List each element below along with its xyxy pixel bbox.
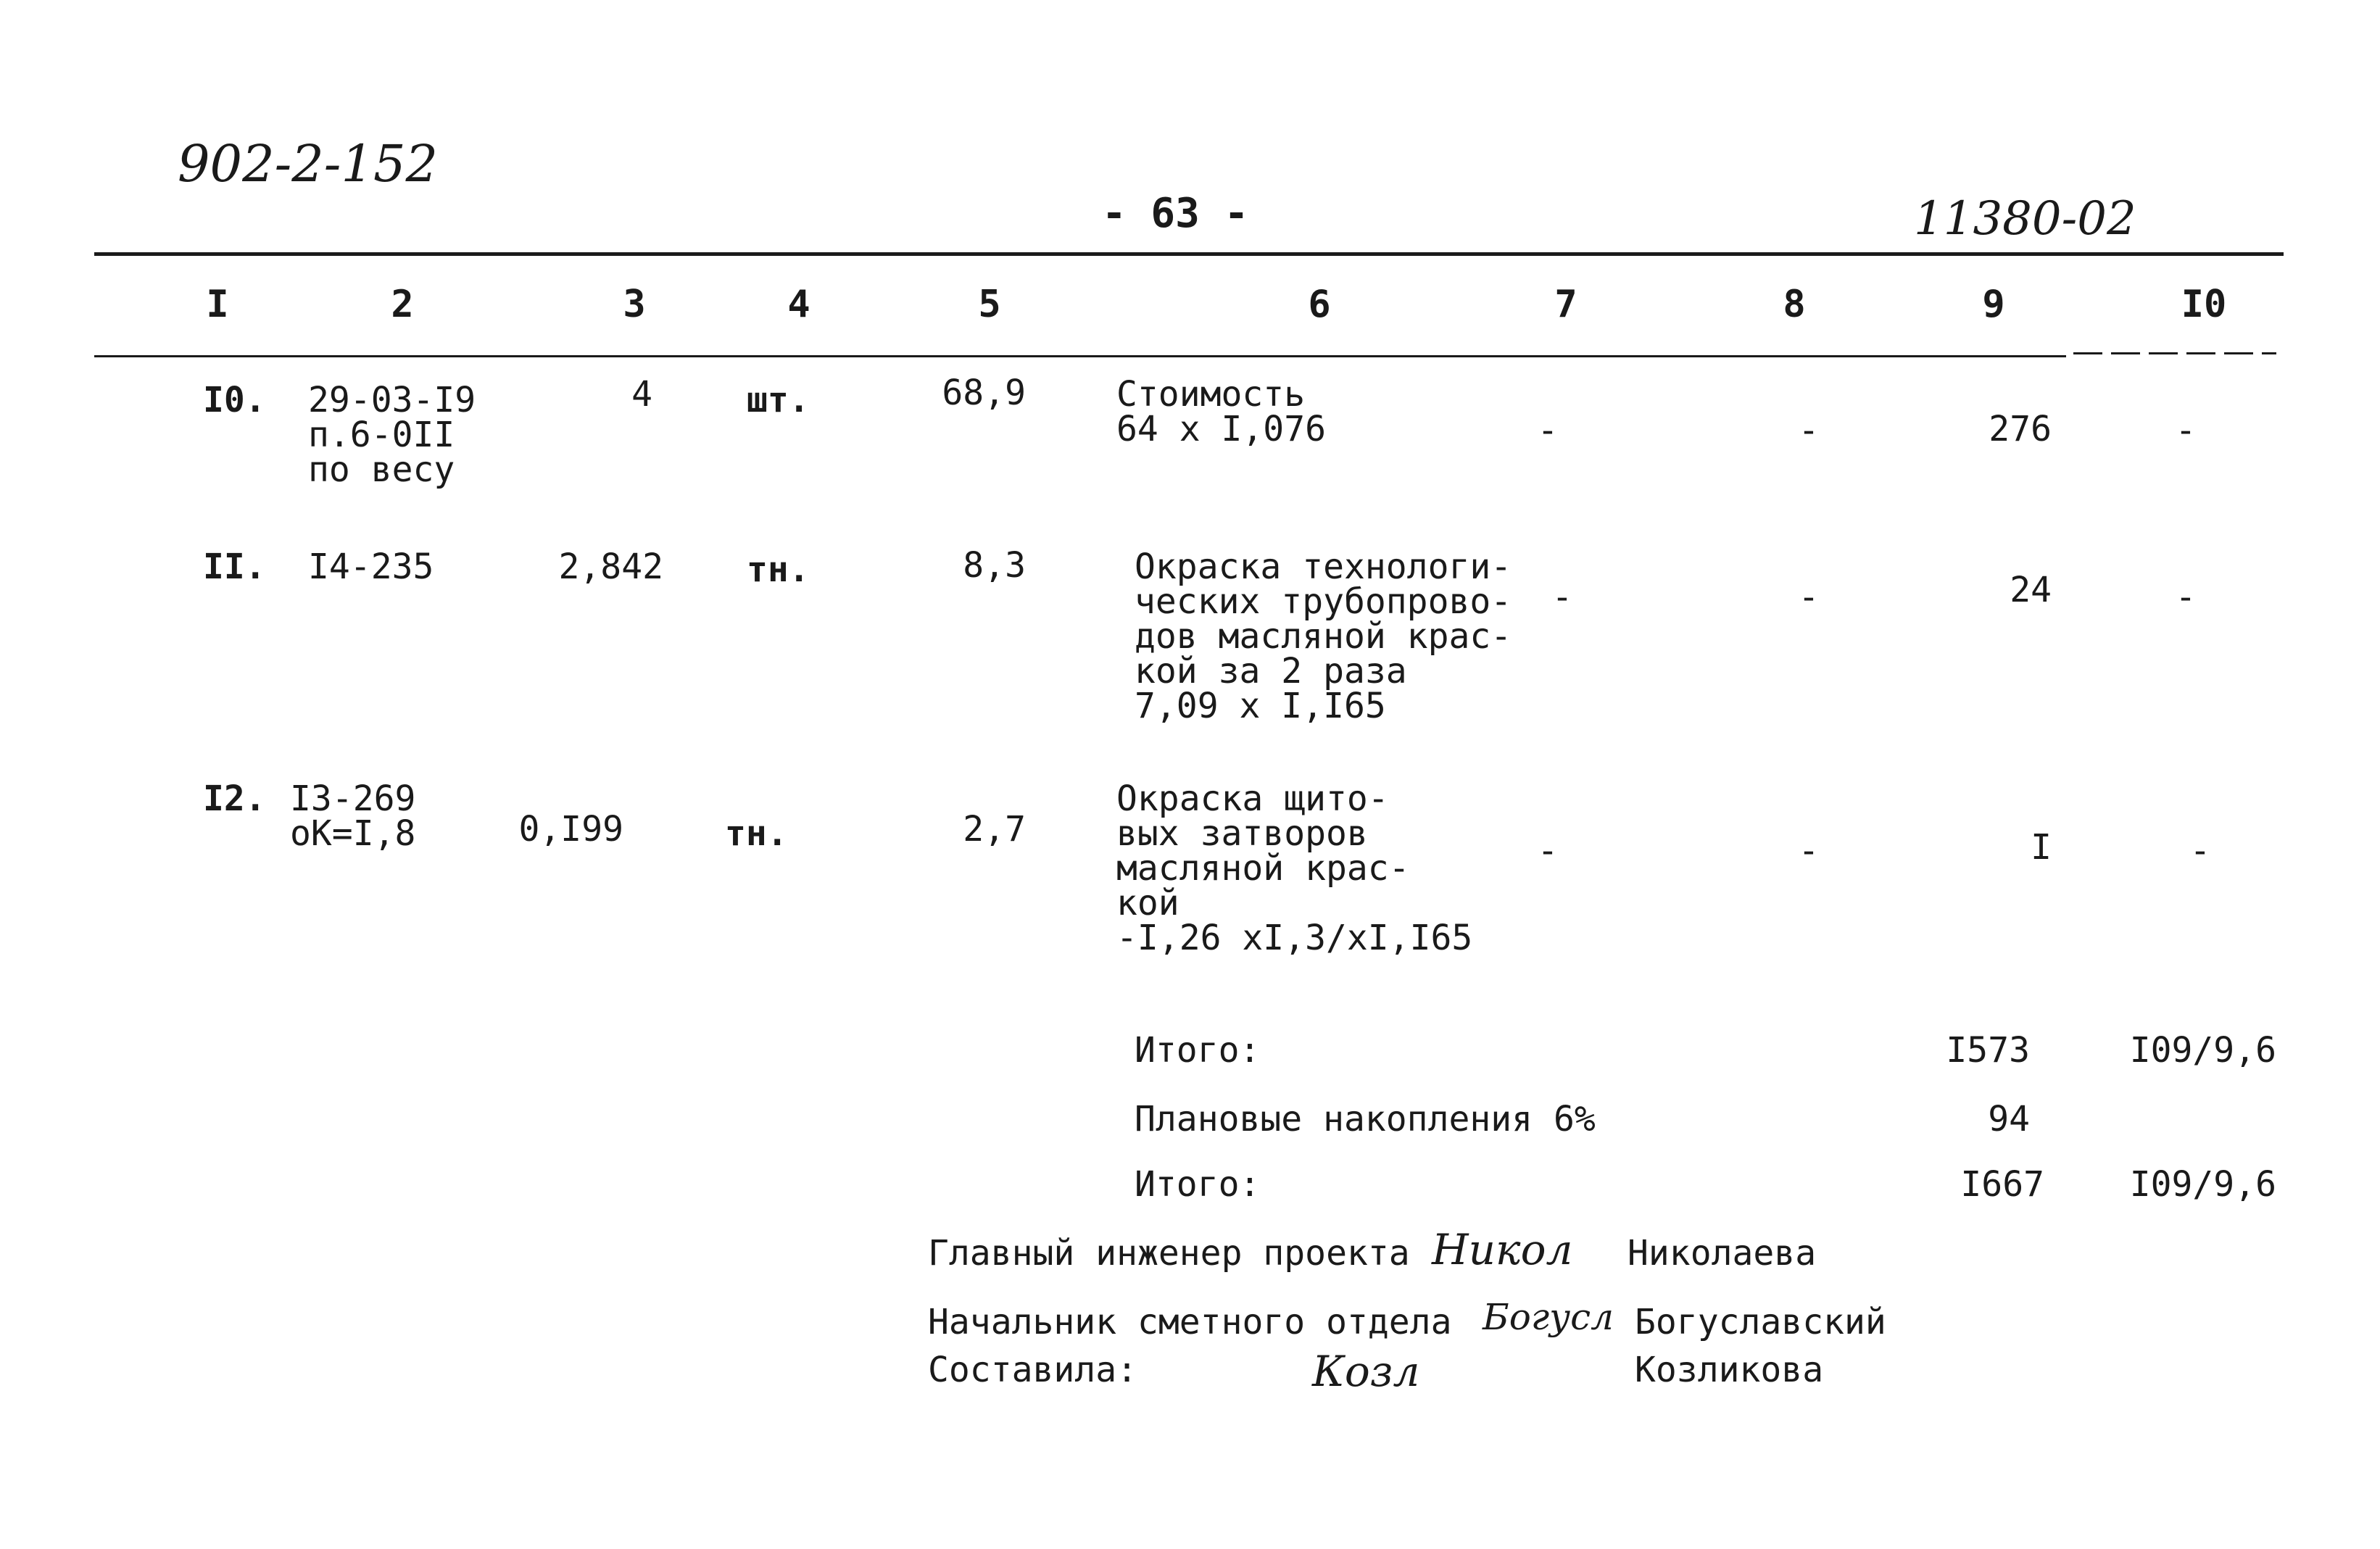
row-col7: - <box>1537 410 1559 451</box>
column-header: 7 <box>1554 283 1577 326</box>
row-col9: 24 <box>2010 570 2052 610</box>
row-number: II. <box>203 547 266 587</box>
column-header: 5 <box>978 283 1001 326</box>
total-label: Итого: <box>1135 1030 1261 1071</box>
row-description: Стоимость 64 х I,076 <box>1116 374 1326 449</box>
row-code: 29-03-I9 п.6-0II по весу <box>308 380 476 490</box>
row-col10: - <box>2175 410 2197 451</box>
row-col9: 276 <box>1989 409 2052 449</box>
row-col10: - <box>2175 577 2197 618</box>
handwritten-signature: Козл <box>1312 1347 1420 1396</box>
header-bottom-rule-dashed <box>2073 352 2276 354</box>
row-unit: тн. <box>725 813 788 854</box>
column-header: 8 <box>1783 283 1806 326</box>
column-header: I0 <box>2181 283 2227 326</box>
column-header: 9 <box>1982 283 2005 326</box>
row-quantity: 2,842 <box>558 547 663 587</box>
signature-role: Составила: <box>928 1350 1137 1390</box>
column-header: 3 <box>623 283 646 326</box>
row-price: 2,7 <box>963 809 1026 850</box>
column-header: I <box>206 283 229 326</box>
grand-total-label: Итого: <box>1135 1164 1261 1205</box>
row-col9: I <box>2031 827 2052 868</box>
planned-savings-col9: 94 <box>1988 1099 2030 1139</box>
row-col8: - <box>1798 577 1820 618</box>
signature-name: Богуславский <box>1635 1302 1886 1342</box>
row-unit: тн. <box>747 549 810 590</box>
row-description: Окраска технологи- ческих трубопрово- дов масляной крас- кой за 2 раза 7,09 х I,I65 <box>1135 547 1512 726</box>
total-col9: I573 <box>1946 1030 2030 1071</box>
row-col8: - <box>1798 410 1820 451</box>
total-col10: I09/9,6 <box>2129 1030 2276 1071</box>
row-col10: - <box>2189 831 2211 871</box>
planned-savings-label: Плановые накопления 6% <box>1135 1099 1596 1139</box>
grand-total-col9: I667 <box>1960 1164 2044 1205</box>
signature-role: Начальник сметного отдела <box>928 1302 1452 1342</box>
row-quantity: 4 <box>631 374 652 415</box>
row-number: I2. <box>203 778 266 819</box>
row-price: 68,9 <box>942 373 1026 413</box>
header-top-rule <box>94 252 2284 256</box>
row-number: I0. <box>203 380 266 420</box>
grand-total-col10: I09/9,6 <box>2129 1164 2276 1205</box>
signature-name: Николаева <box>1628 1233 1817 1274</box>
header-bottom-rule <box>94 355 2066 357</box>
row-quantity: 0,I99 <box>518 809 623 850</box>
row-description: Окраска щито- вых затворов масляной крас- кой -I,26 хI,3/хI,I65 <box>1116 778 1473 958</box>
row-code: I4-235 <box>308 547 434 587</box>
handwritten-signature: Богусл <box>1483 1296 1614 1338</box>
row-price: 8,3 <box>963 545 1026 586</box>
handwritten-signature: Никол <box>1432 1225 1573 1274</box>
signature-role: Главный инженер проекта <box>928 1233 1410 1274</box>
column-header: 2 <box>391 283 414 326</box>
row-col8: - <box>1798 831 1820 871</box>
row-code: I3-269 оК=I,8 <box>290 778 416 854</box>
column-header: 4 <box>787 283 810 326</box>
column-header: 6 <box>1308 283 1331 326</box>
page-number: - 63 - <box>1102 190 1249 237</box>
document-code: 902-2-152 <box>178 134 439 194</box>
reference-number: 11380-02 <box>1914 192 2136 246</box>
row-unit: шт. <box>747 380 810 420</box>
signature-name: Козликова <box>1635 1350 1824 1390</box>
row-col7: - <box>1551 577 1573 618</box>
row-col7: - <box>1537 831 1559 871</box>
